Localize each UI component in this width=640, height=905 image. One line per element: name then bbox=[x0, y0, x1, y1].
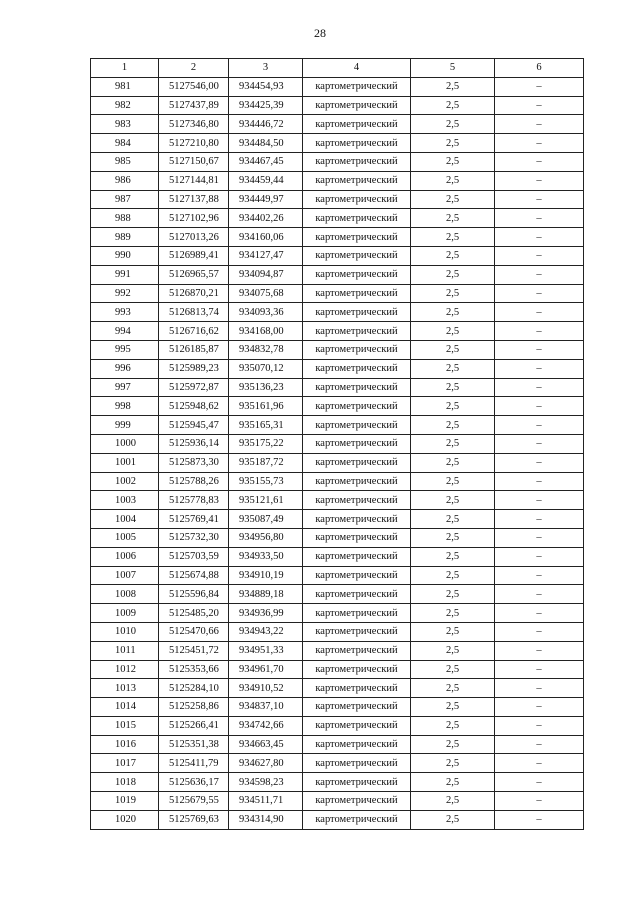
point-number-cell: 1020 bbox=[91, 810, 159, 829]
point-number-cell: 989 bbox=[91, 228, 159, 247]
y-coordinate-cell: 934910,52 bbox=[229, 679, 303, 698]
table-row bbox=[91, 246, 584, 265]
x-coordinate-cell: 5125485,20 bbox=[159, 604, 229, 623]
description-cell: – bbox=[495, 585, 584, 604]
accuracy-cell: 2,5 bbox=[411, 585, 495, 604]
method-cell: картометрический bbox=[303, 96, 411, 115]
accuracy-cell: 2,5 bbox=[411, 754, 495, 773]
method-cell: картометрический bbox=[303, 641, 411, 660]
method-cell: картометрический bbox=[303, 453, 411, 472]
point-number-cell: 1000 bbox=[91, 434, 159, 453]
x-coordinate-cell: 5125732,30 bbox=[159, 528, 229, 547]
accuracy-cell: 2,5 bbox=[411, 566, 495, 585]
table-row bbox=[91, 604, 584, 623]
table-row bbox=[91, 96, 584, 115]
description-cell: – bbox=[495, 604, 584, 623]
table-row bbox=[91, 698, 584, 717]
description-cell: – bbox=[495, 698, 584, 717]
accuracy-cell: 2,5 bbox=[411, 190, 495, 209]
method-cell: картометрический bbox=[303, 359, 411, 378]
y-coordinate-cell: 935175,22 bbox=[229, 434, 303, 453]
y-coordinate-cell: 935136,23 bbox=[229, 378, 303, 397]
y-coordinate-cell: 935161,96 bbox=[229, 397, 303, 416]
header-cell-1: 1 bbox=[91, 59, 159, 78]
y-coordinate-cell: 934127,47 bbox=[229, 246, 303, 265]
description-cell: – bbox=[495, 622, 584, 641]
method-cell: картометрический bbox=[303, 566, 411, 585]
point-number-cell: 994 bbox=[91, 322, 159, 341]
description-cell: – bbox=[495, 284, 584, 303]
method-cell: картометрический bbox=[303, 228, 411, 247]
y-coordinate-cell: 934627,80 bbox=[229, 754, 303, 773]
x-coordinate-cell: 5125873,30 bbox=[159, 453, 229, 472]
method-cell: картометрический bbox=[303, 810, 411, 829]
accuracy-cell: 2,5 bbox=[411, 303, 495, 322]
table-row bbox=[91, 265, 584, 284]
point-number-cell: 1014 bbox=[91, 698, 159, 717]
description-cell: – bbox=[495, 641, 584, 660]
accuracy-cell: 2,5 bbox=[411, 792, 495, 811]
x-coordinate-cell: 5127102,96 bbox=[159, 209, 229, 228]
description-cell: – bbox=[495, 378, 584, 397]
accuracy-cell: 2,5 bbox=[411, 716, 495, 735]
x-coordinate-cell: 5125769,63 bbox=[159, 810, 229, 829]
method-cell: картометрический bbox=[303, 340, 411, 359]
table-row bbox=[91, 566, 584, 585]
description-cell: – bbox=[495, 397, 584, 416]
method-cell: картометрический bbox=[303, 322, 411, 341]
x-coordinate-cell: 5125778,83 bbox=[159, 491, 229, 510]
description-cell: – bbox=[495, 152, 584, 171]
accuracy-cell: 2,5 bbox=[411, 735, 495, 754]
method-cell: картометрический bbox=[303, 378, 411, 397]
point-number-cell: 984 bbox=[91, 134, 159, 153]
accuracy-cell: 2,5 bbox=[411, 622, 495, 641]
description-cell: – bbox=[495, 416, 584, 435]
description-cell: – bbox=[495, 340, 584, 359]
description-cell: – bbox=[495, 679, 584, 698]
coordinates-table bbox=[90, 58, 584, 830]
y-coordinate-cell: 934837,10 bbox=[229, 698, 303, 717]
y-coordinate-cell: 935155,73 bbox=[229, 472, 303, 491]
method-cell: картометрический bbox=[303, 265, 411, 284]
point-number-cell: 1010 bbox=[91, 622, 159, 641]
method-cell: картометрический bbox=[303, 416, 411, 435]
description-cell: – bbox=[495, 209, 584, 228]
y-coordinate-cell: 934943,22 bbox=[229, 622, 303, 641]
method-cell: картометрический bbox=[303, 735, 411, 754]
table-row bbox=[91, 528, 584, 547]
y-coordinate-cell: 934094,87 bbox=[229, 265, 303, 284]
accuracy-cell: 2,5 bbox=[411, 679, 495, 698]
y-coordinate-cell: 934511,71 bbox=[229, 792, 303, 811]
point-number-cell: 1005 bbox=[91, 528, 159, 547]
point-number-cell: 988 bbox=[91, 209, 159, 228]
x-coordinate-cell: 5126716,62 bbox=[159, 322, 229, 341]
description-cell: – bbox=[495, 190, 584, 209]
point-number-cell: 1017 bbox=[91, 754, 159, 773]
description-cell: – bbox=[495, 547, 584, 566]
x-coordinate-cell: 5126870,21 bbox=[159, 284, 229, 303]
point-number-cell: 997 bbox=[91, 378, 159, 397]
y-coordinate-cell: 934889,18 bbox=[229, 585, 303, 604]
table-row bbox=[91, 322, 584, 341]
accuracy-cell: 2,5 bbox=[411, 77, 495, 96]
description-cell: – bbox=[495, 453, 584, 472]
y-coordinate-cell: 934936,99 bbox=[229, 604, 303, 623]
point-number-cell: 1008 bbox=[91, 585, 159, 604]
x-coordinate-cell: 5125948,62 bbox=[159, 397, 229, 416]
y-coordinate-cell: 934956,80 bbox=[229, 528, 303, 547]
point-number-cell: 1016 bbox=[91, 735, 159, 754]
point-number-cell: 983 bbox=[91, 115, 159, 134]
y-coordinate-cell: 934446,72 bbox=[229, 115, 303, 134]
accuracy-cell: 2,5 bbox=[411, 246, 495, 265]
table-row bbox=[91, 115, 584, 134]
x-coordinate-cell: 5125284,10 bbox=[159, 679, 229, 698]
accuracy-cell: 2,5 bbox=[411, 491, 495, 510]
method-cell: картометрический bbox=[303, 773, 411, 792]
table-row bbox=[91, 171, 584, 190]
y-coordinate-cell: 934484,50 bbox=[229, 134, 303, 153]
table-row bbox=[91, 622, 584, 641]
table-row bbox=[91, 77, 584, 96]
y-coordinate-cell: 934093,36 bbox=[229, 303, 303, 322]
table-row bbox=[91, 397, 584, 416]
table-row bbox=[91, 547, 584, 566]
method-cell: картометрический bbox=[303, 547, 411, 566]
description-cell: – bbox=[495, 171, 584, 190]
table-row bbox=[91, 735, 584, 754]
x-coordinate-cell: 5126989,41 bbox=[159, 246, 229, 265]
accuracy-cell: 2,5 bbox=[411, 660, 495, 679]
accuracy-cell: 2,5 bbox=[411, 528, 495, 547]
method-cell: картометрический bbox=[303, 698, 411, 717]
table-row bbox=[91, 510, 584, 529]
description-cell: – bbox=[495, 77, 584, 96]
x-coordinate-cell: 5125258,86 bbox=[159, 698, 229, 717]
y-coordinate-cell: 934168,00 bbox=[229, 322, 303, 341]
point-number-cell: 1013 bbox=[91, 679, 159, 698]
accuracy-cell: 2,5 bbox=[411, 604, 495, 623]
accuracy-cell: 2,5 bbox=[411, 171, 495, 190]
description-cell: – bbox=[495, 735, 584, 754]
y-coordinate-cell: 934402,26 bbox=[229, 209, 303, 228]
y-coordinate-cell: 935087,49 bbox=[229, 510, 303, 529]
table-row bbox=[91, 152, 584, 171]
description-cell: – bbox=[495, 510, 584, 529]
y-coordinate-cell: 935070,12 bbox=[229, 359, 303, 378]
table-row bbox=[91, 303, 584, 322]
x-coordinate-cell: 5127546,00 bbox=[159, 77, 229, 96]
x-coordinate-cell: 5125989,23 bbox=[159, 359, 229, 378]
x-coordinate-cell: 5125936,14 bbox=[159, 434, 229, 453]
accuracy-cell: 2,5 bbox=[411, 698, 495, 717]
table-row bbox=[91, 491, 584, 510]
description-cell: – bbox=[495, 96, 584, 115]
method-cell: картометрический bbox=[303, 622, 411, 641]
table-row bbox=[91, 359, 584, 378]
x-coordinate-cell: 5125703,59 bbox=[159, 547, 229, 566]
table-row bbox=[91, 585, 584, 604]
x-coordinate-cell: 5126185,87 bbox=[159, 340, 229, 359]
y-coordinate-cell: 935121,61 bbox=[229, 491, 303, 510]
y-coordinate-cell: 934449,97 bbox=[229, 190, 303, 209]
accuracy-cell: 2,5 bbox=[411, 547, 495, 566]
description-cell: – bbox=[495, 246, 584, 265]
method-cell: картометрический bbox=[303, 754, 411, 773]
y-coordinate-cell: 934425,39 bbox=[229, 96, 303, 115]
method-cell: картометрический bbox=[303, 246, 411, 265]
method-cell: картометрический bbox=[303, 472, 411, 491]
point-number-cell: 1006 bbox=[91, 547, 159, 566]
point-number-cell: 1012 bbox=[91, 660, 159, 679]
y-coordinate-cell: 934832,78 bbox=[229, 340, 303, 359]
accuracy-cell: 2,5 bbox=[411, 641, 495, 660]
point-number-cell: 1015 bbox=[91, 716, 159, 735]
x-coordinate-cell: 5125351,38 bbox=[159, 735, 229, 754]
x-coordinate-cell: 5127346,80 bbox=[159, 115, 229, 134]
x-coordinate-cell: 5125411,79 bbox=[159, 754, 229, 773]
description-cell: – bbox=[495, 660, 584, 679]
accuracy-cell: 2,5 bbox=[411, 152, 495, 171]
table-body bbox=[91, 77, 584, 829]
table-row bbox=[91, 340, 584, 359]
point-number-cell: 1002 bbox=[91, 472, 159, 491]
accuracy-cell: 2,5 bbox=[411, 453, 495, 472]
point-number-cell: 1004 bbox=[91, 510, 159, 529]
y-coordinate-cell: 934075,68 bbox=[229, 284, 303, 303]
header-cell-6: 6 bbox=[495, 59, 584, 78]
description-cell: – bbox=[495, 228, 584, 247]
accuracy-cell: 2,5 bbox=[411, 510, 495, 529]
point-number-cell: 993 bbox=[91, 303, 159, 322]
description-cell: – bbox=[495, 265, 584, 284]
x-coordinate-cell: 5125451,72 bbox=[159, 641, 229, 660]
description-cell: – bbox=[495, 528, 584, 547]
point-number-cell: 982 bbox=[91, 96, 159, 115]
y-coordinate-cell: 934961,70 bbox=[229, 660, 303, 679]
x-coordinate-cell: 5125470,66 bbox=[159, 622, 229, 641]
point-number-cell: 981 bbox=[91, 77, 159, 96]
y-coordinate-cell: 934933,50 bbox=[229, 547, 303, 566]
point-number-cell: 987 bbox=[91, 190, 159, 209]
table-row bbox=[91, 434, 584, 453]
method-cell: картометрический bbox=[303, 209, 411, 228]
table-row bbox=[91, 660, 584, 679]
method-cell: картометрический bbox=[303, 585, 411, 604]
x-coordinate-cell: 5125596,84 bbox=[159, 585, 229, 604]
method-cell: картометрический bbox=[303, 679, 411, 698]
accuracy-cell: 2,5 bbox=[411, 397, 495, 416]
description-cell: – bbox=[495, 810, 584, 829]
accuracy-cell: 2,5 bbox=[411, 810, 495, 829]
accuracy-cell: 2,5 bbox=[411, 284, 495, 303]
description-cell: – bbox=[495, 472, 584, 491]
table-row bbox=[91, 416, 584, 435]
description-cell: – bbox=[495, 491, 584, 510]
table-row bbox=[91, 679, 584, 698]
accuracy-cell: 2,5 bbox=[411, 322, 495, 341]
accuracy-cell: 2,5 bbox=[411, 134, 495, 153]
description-cell: – bbox=[495, 322, 584, 341]
description-cell: – bbox=[495, 792, 584, 811]
method-cell: картометрический bbox=[303, 134, 411, 153]
table-row bbox=[91, 190, 584, 209]
point-number-cell: 1003 bbox=[91, 491, 159, 510]
point-number-cell: 1018 bbox=[91, 773, 159, 792]
point-number-cell: 1007 bbox=[91, 566, 159, 585]
method-cell: картометрический bbox=[303, 77, 411, 96]
x-coordinate-cell: 5127210,80 bbox=[159, 134, 229, 153]
table-row bbox=[91, 472, 584, 491]
x-coordinate-cell: 5127144,81 bbox=[159, 171, 229, 190]
table-row bbox=[91, 284, 584, 303]
method-cell: картометрический bbox=[303, 510, 411, 529]
y-coordinate-cell: 934951,33 bbox=[229, 641, 303, 660]
point-number-cell: 990 bbox=[91, 246, 159, 265]
table-row bbox=[91, 716, 584, 735]
description-cell: – bbox=[495, 359, 584, 378]
y-coordinate-cell: 935165,31 bbox=[229, 416, 303, 435]
x-coordinate-cell: 5125266,41 bbox=[159, 716, 229, 735]
y-coordinate-cell: 934663,45 bbox=[229, 735, 303, 754]
point-number-cell: 992 bbox=[91, 284, 159, 303]
y-coordinate-cell: 935187,72 bbox=[229, 453, 303, 472]
x-coordinate-cell: 5127137,88 bbox=[159, 190, 229, 209]
y-coordinate-cell: 934314,90 bbox=[229, 810, 303, 829]
y-coordinate-cell: 934467,45 bbox=[229, 152, 303, 171]
accuracy-cell: 2,5 bbox=[411, 340, 495, 359]
method-cell: картометрический bbox=[303, 397, 411, 416]
description-cell: – bbox=[495, 115, 584, 134]
table-row bbox=[91, 134, 584, 153]
point-number-cell: 999 bbox=[91, 416, 159, 435]
table-row bbox=[91, 754, 584, 773]
header-cell-5: 5 bbox=[411, 59, 495, 78]
method-cell: картометрический bbox=[303, 528, 411, 547]
accuracy-cell: 2,5 bbox=[411, 265, 495, 284]
method-cell: картометрический bbox=[303, 152, 411, 171]
method-cell: картометрический bbox=[303, 434, 411, 453]
method-cell: картометрический bbox=[303, 660, 411, 679]
method-cell: картометрический bbox=[303, 171, 411, 190]
table-row bbox=[91, 453, 584, 472]
x-coordinate-cell: 5127150,67 bbox=[159, 152, 229, 171]
method-cell: картометрический bbox=[303, 604, 411, 623]
accuracy-cell: 2,5 bbox=[411, 434, 495, 453]
accuracy-cell: 2,5 bbox=[411, 416, 495, 435]
point-number-cell: 985 bbox=[91, 152, 159, 171]
x-coordinate-cell: 5125769,41 bbox=[159, 510, 229, 529]
table-row bbox=[91, 209, 584, 228]
description-cell: – bbox=[495, 303, 584, 322]
x-coordinate-cell: 5125353,66 bbox=[159, 660, 229, 679]
point-number-cell: 1009 bbox=[91, 604, 159, 623]
header-cell-4: 4 bbox=[303, 59, 411, 78]
table-row bbox=[91, 792, 584, 811]
table-row bbox=[91, 378, 584, 397]
x-coordinate-cell: 5125972,87 bbox=[159, 378, 229, 397]
y-coordinate-cell: 934454,93 bbox=[229, 77, 303, 96]
header-cell-3: 3 bbox=[229, 59, 303, 78]
method-cell: картометрический bbox=[303, 284, 411, 303]
description-cell: – bbox=[495, 134, 584, 153]
table-row bbox=[91, 641, 584, 660]
description-cell: – bbox=[495, 754, 584, 773]
description-cell: – bbox=[495, 773, 584, 792]
accuracy-cell: 2,5 bbox=[411, 378, 495, 397]
description-cell: – bbox=[495, 716, 584, 735]
x-coordinate-cell: 5125679,55 bbox=[159, 792, 229, 811]
method-cell: картометрический bbox=[303, 190, 411, 209]
method-cell: картометрический bbox=[303, 115, 411, 134]
table-row bbox=[91, 228, 584, 247]
x-coordinate-cell: 5125945,47 bbox=[159, 416, 229, 435]
point-number-cell: 996 bbox=[91, 359, 159, 378]
accuracy-cell: 2,5 bbox=[411, 228, 495, 247]
accuracy-cell: 2,5 bbox=[411, 773, 495, 792]
y-coordinate-cell: 934160,06 bbox=[229, 228, 303, 247]
point-number-cell: 1001 bbox=[91, 453, 159, 472]
point-number-cell: 1019 bbox=[91, 792, 159, 811]
x-coordinate-cell: 5126813,74 bbox=[159, 303, 229, 322]
header-row bbox=[91, 59, 584, 78]
description-cell: – bbox=[495, 434, 584, 453]
point-number-cell: 998 bbox=[91, 397, 159, 416]
x-coordinate-cell: 5127013,26 bbox=[159, 228, 229, 247]
point-number-cell: 991 bbox=[91, 265, 159, 284]
description-cell: – bbox=[495, 566, 584, 585]
accuracy-cell: 2,5 bbox=[411, 115, 495, 134]
y-coordinate-cell: 934459,44 bbox=[229, 171, 303, 190]
method-cell: картометрический bbox=[303, 303, 411, 322]
x-coordinate-cell: 5125788,26 bbox=[159, 472, 229, 491]
x-coordinate-cell: 5125636,17 bbox=[159, 773, 229, 792]
accuracy-cell: 2,5 bbox=[411, 472, 495, 491]
x-coordinate-cell: 5125674,88 bbox=[159, 566, 229, 585]
x-coordinate-cell: 5126965,57 bbox=[159, 265, 229, 284]
method-cell: картометрический bbox=[303, 716, 411, 735]
y-coordinate-cell: 934598,23 bbox=[229, 773, 303, 792]
point-number-cell: 986 bbox=[91, 171, 159, 190]
x-coordinate-cell: 5127437,89 bbox=[159, 96, 229, 115]
point-number-cell: 1011 bbox=[91, 641, 159, 660]
accuracy-cell: 2,5 bbox=[411, 209, 495, 228]
y-coordinate-cell: 934910,19 bbox=[229, 566, 303, 585]
accuracy-cell: 2,5 bbox=[411, 96, 495, 115]
table-row bbox=[91, 810, 584, 829]
page-number: 28 bbox=[314, 26, 326, 40]
accuracy-cell: 2,5 bbox=[411, 359, 495, 378]
table-row bbox=[91, 773, 584, 792]
y-coordinate-cell: 934742,66 bbox=[229, 716, 303, 735]
method-cell: картометрический bbox=[303, 491, 411, 510]
point-number-cell: 995 bbox=[91, 340, 159, 359]
header-cell-2: 2 bbox=[159, 59, 229, 78]
method-cell: картометрический bbox=[303, 792, 411, 811]
